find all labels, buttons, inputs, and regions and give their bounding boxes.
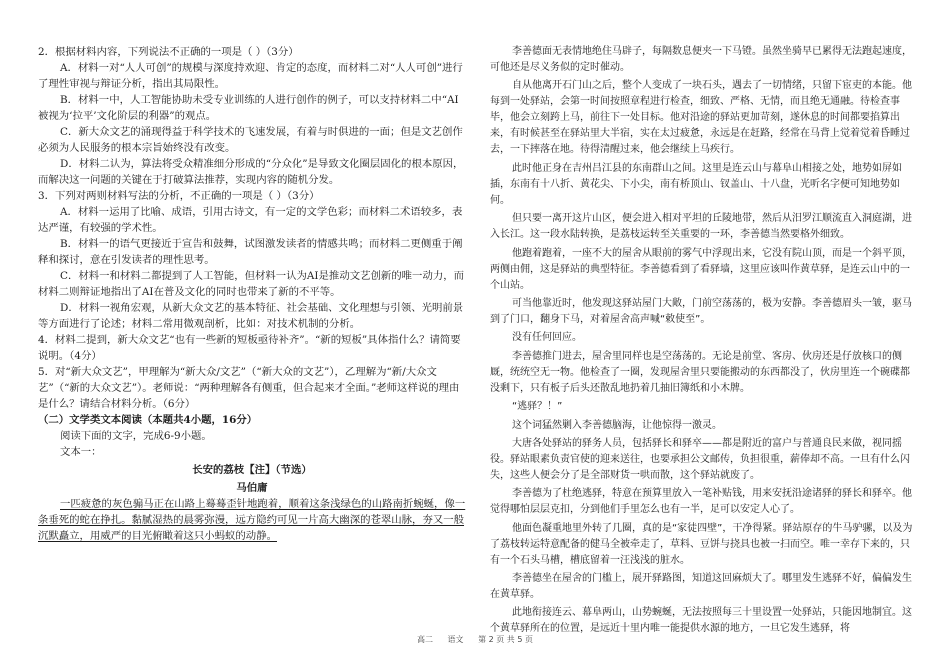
story-paragraph-6: 他跑着跑着，一座不大的屋舍从眼前的雾气中浮现出来，它没有院山顶，而是一个斜平顶，两侧由佣，这是驿站的典型特征。李善德看到了看驿墙，这里应该叫作黄草驿，是连云山中的一个山站。 [490, 247, 912, 291]
story-paragraph-2: 李善德面无表情地绝住马辟子，每隔数息便夹一下马镫。虽然坐骑早已累得无法跑起速度，可他还是尽义务似的定时催动。 [490, 46, 912, 73]
reading-instruction: 阅读下面的文字，完成6-9小题。 [60, 430, 212, 442]
story-paragraph-3: 自从他离开石门山之后，整个人变成了一块石头，遇去了一切情绪，只留下宦吏的本能。他每到一处驿站，会第一时间按照章程进行检查，细致、严格、无情，而且绝无通融。待检查事毕，他会立刻跨上马，前往下一处目标。他对沿途的驿站更加苛刻，遂休息的时间都要掐算出来，有时候甚至在驿站里大半宿，实在太过疲惫，永远是在赶路，经常在马背上觉着觉着昏睡过去，一下摔落在地。待得清醒过来，他会继续上马疾行。 [490, 80, 912, 156]
story-paragraph-9: 李善德推门进去，屋舍里同样也是空荡荡的。无论是前堂、客房、伙房还是仔放核口的侧厩，统统空无一物。他检查了一圈，发现屋舍里只要能搬动的东西都没了，伙房里连一个碗碟都没剩下，只有板子后头还散乱地扔着几抽旧簿纸和小木牌。 [490, 350, 910, 394]
text-label: 文本一： [60, 446, 102, 458]
story-paragraph-13: 李善德为了杜绝逃驿，特意在预算里放入一笔补贴钱，用来安抚沿途诸驿的驿长和驿卒。他觉得哪怕层层克扣，分到他们手里怎么也有一半，足可以安定人心了。 [490, 488, 912, 516]
section-heading: （二）文学类文本阅读（本题共4小题，16分） [38, 414, 258, 426]
question-3 [38, 188, 466, 332]
footer-subject: 语文 [447, 635, 464, 644]
question-2 [38, 44, 466, 188]
story-paragraph-14: 他面色凝重地里外转了几圈，真的是“家徒四壁”，干净得紧。驿站原存的牛马驴骡，以及为了荔枝转运特意配备的健马全被牵走了，草料、豆饼与挠具也被一扫而空。唯一幸存下来的，只有一个石头马槽，槽底留着一汪浅浅的脏水。 [490, 522, 913, 566]
question-3-option-b: B．材料一的语气更接近于宣告和鼓舞，试图激发读者的情感共鸣；而材料二更侧重于阐释和探讨，意在引发读者的理性思考。 [38, 238, 463, 266]
question-3-option-d: D．材料一视角宏观，从新大众文艺的基本特征、社会基础、文化理想与引领、光明前景等方面进行了论述；材料二常用微观剖析，比如：对技术机制的分析。 [38, 302, 464, 330]
story-title: 长安的荔枝【注】（节选） [192, 464, 312, 476]
story-paragraph-15: 李善德坐在屋舍的门槛上，展开驿路图，知道这回麻烦大了。哪里发生逃驿不好，偏偏发生在黄草驿。 [490, 573, 912, 601]
question-3-stem: 3．下列对两则材料写法的分析，不正确的一项是（ ）（3分） [38, 190, 320, 202]
question-2-option-a: A．材料一对“人人可创”的规模与深度持欢迎、肯定的态度，而材料二对“人人可创”进行了理性审视与辩证分析，指出其局限性。 [38, 62, 463, 90]
right-column [490, 44, 914, 640]
footer-grade: 高二 [417, 635, 433, 644]
story-paragraph-1: 一匹疲惫的灰色骟马正在山路上蓦蓦歪针地跑着，顺着这条浅绿色的山路南折蜿蜒，像一条垂死的蛇在挣扎。黏腻湿热的晨雾弥漫，远方隐约可见一片高大幽深的苍翠山脉，夯又一般沉默矗立，用威严的目光俯瞰着这只小蚂蚁的动静。 [38, 498, 466, 542]
footer-page-number: 第 2 页 共 5 页 [478, 635, 533, 644]
question-3-option-a: A．材料一运用了比喻、成语，引用古诗文，有一定的文学色彩；而材料二术语较多，表达严谨，有较强的学术性。 [38, 206, 463, 234]
story-paragraph-4: 此时他正身在吉州吕江县的东南群山之间。这里是连云山与幕阜山相接之处，地势如屏如插，东南有十八折、黄花尖、下小尖，南有桥顶山、钗盖山、十八盘，光听名字便可知地势如何。 [490, 162, 902, 206]
story-paragraph-7: 可当他靠近时，他发现这驿站屋门大敞，门前空荡荡的，极为安静。李善德眉头一皱，驱马到了门口，翻身下马，对着屋舍高声喊“敕使至”。 [490, 297, 912, 325]
left-column [38, 44, 466, 544]
story-author: 马伯庸 [236, 482, 268, 494]
question-5: 5．对“新大众文艺”，甲理解为“新大众/文艺”（“新大众的文艺”），乙理解为“新/大众文艺”（“新的大众文艺”）。老师说：“两种理解各有侧重，但合起来才全面。”老师这样说的理由是什么？请结合材料分析。（6分） [38, 366, 460, 410]
story-paragraph-12: 大唐各处驿站的驿务人员，包括驿长和驿卒——都是附近的富户与普通良民来做，视同摇役。驿站眼素负责官使的迎来送往，也要承担公文邮传，负担很重，薪俸却不高。一旦有什么闪失，这些人便会分了是全部财货一哄而散，这个驿站就废了。 [490, 437, 910, 481]
question-2-option-c: C．新大众文艺的涌现得益于科学技术的飞速发展，有着与时俱进的一面；但是文艺创作必须为人民服务的根本宗旨始终没有改变。 [38, 126, 463, 154]
question-2-stem: 2．根据材料内容，下列说法不正确的一项是（ ）（3分） [38, 46, 299, 58]
page-footer [0, 634, 950, 645]
question-4: 4．材料二提到，新大众文艺“也有一些新的短板亟待补齐”。“新的短板”具体指什么？请简要说明。（4分） [38, 334, 461, 362]
story-paragraph-5: 但只要一离开这片山区，便会进入相对平坦的丘陵地带，然后从汨罗江顺流直入洞庭湖，进入长江。这一段水陆转换，是荔枝运转至关重要的一环，李善德当然要格外细致。 [490, 213, 912, 241]
story-paragraph-8: 没有任何回应。 [512, 332, 582, 344]
story-paragraph-16: 此地衔接连云、幕阜两山，山势蜿蜒，无法按照每三十里设置一处驿站，只能因地制宜。这个黄草驿所在的位置，是远近十里内唯一能提供水源的地方，一旦它发生逃驿，将 [490, 607, 912, 635]
question-3-option-c: C．材料一和材料二都提到了人工智能，但材料一认为AI是推动文艺创新的唯一动力，而材料二则辩证地指出了AI在普及文化的同时也带来了新的不平等。 [38, 270, 465, 298]
question-2-option-b: B．材料一中，人工智能协助未受专业训练的人进行创作的例子，可以支持材料二中“AI被视为‘拉平’文化阶层的利器”的观点。 [38, 94, 459, 122]
question-2-option-d: D．材料二认为，算法将受众精准细分形成的“分众化”是导致文化圈层固化的根本原因，而解决这一问题的关键在于打破算法推荐，实现内容的随机分发。 [38, 158, 464, 186]
story-paragraph-10: “逃驿？！” [512, 401, 563, 413]
story-paragraph-11: 这个词猛然剿入李善德脑海，让他惊得一激灵。 [512, 419, 722, 431]
